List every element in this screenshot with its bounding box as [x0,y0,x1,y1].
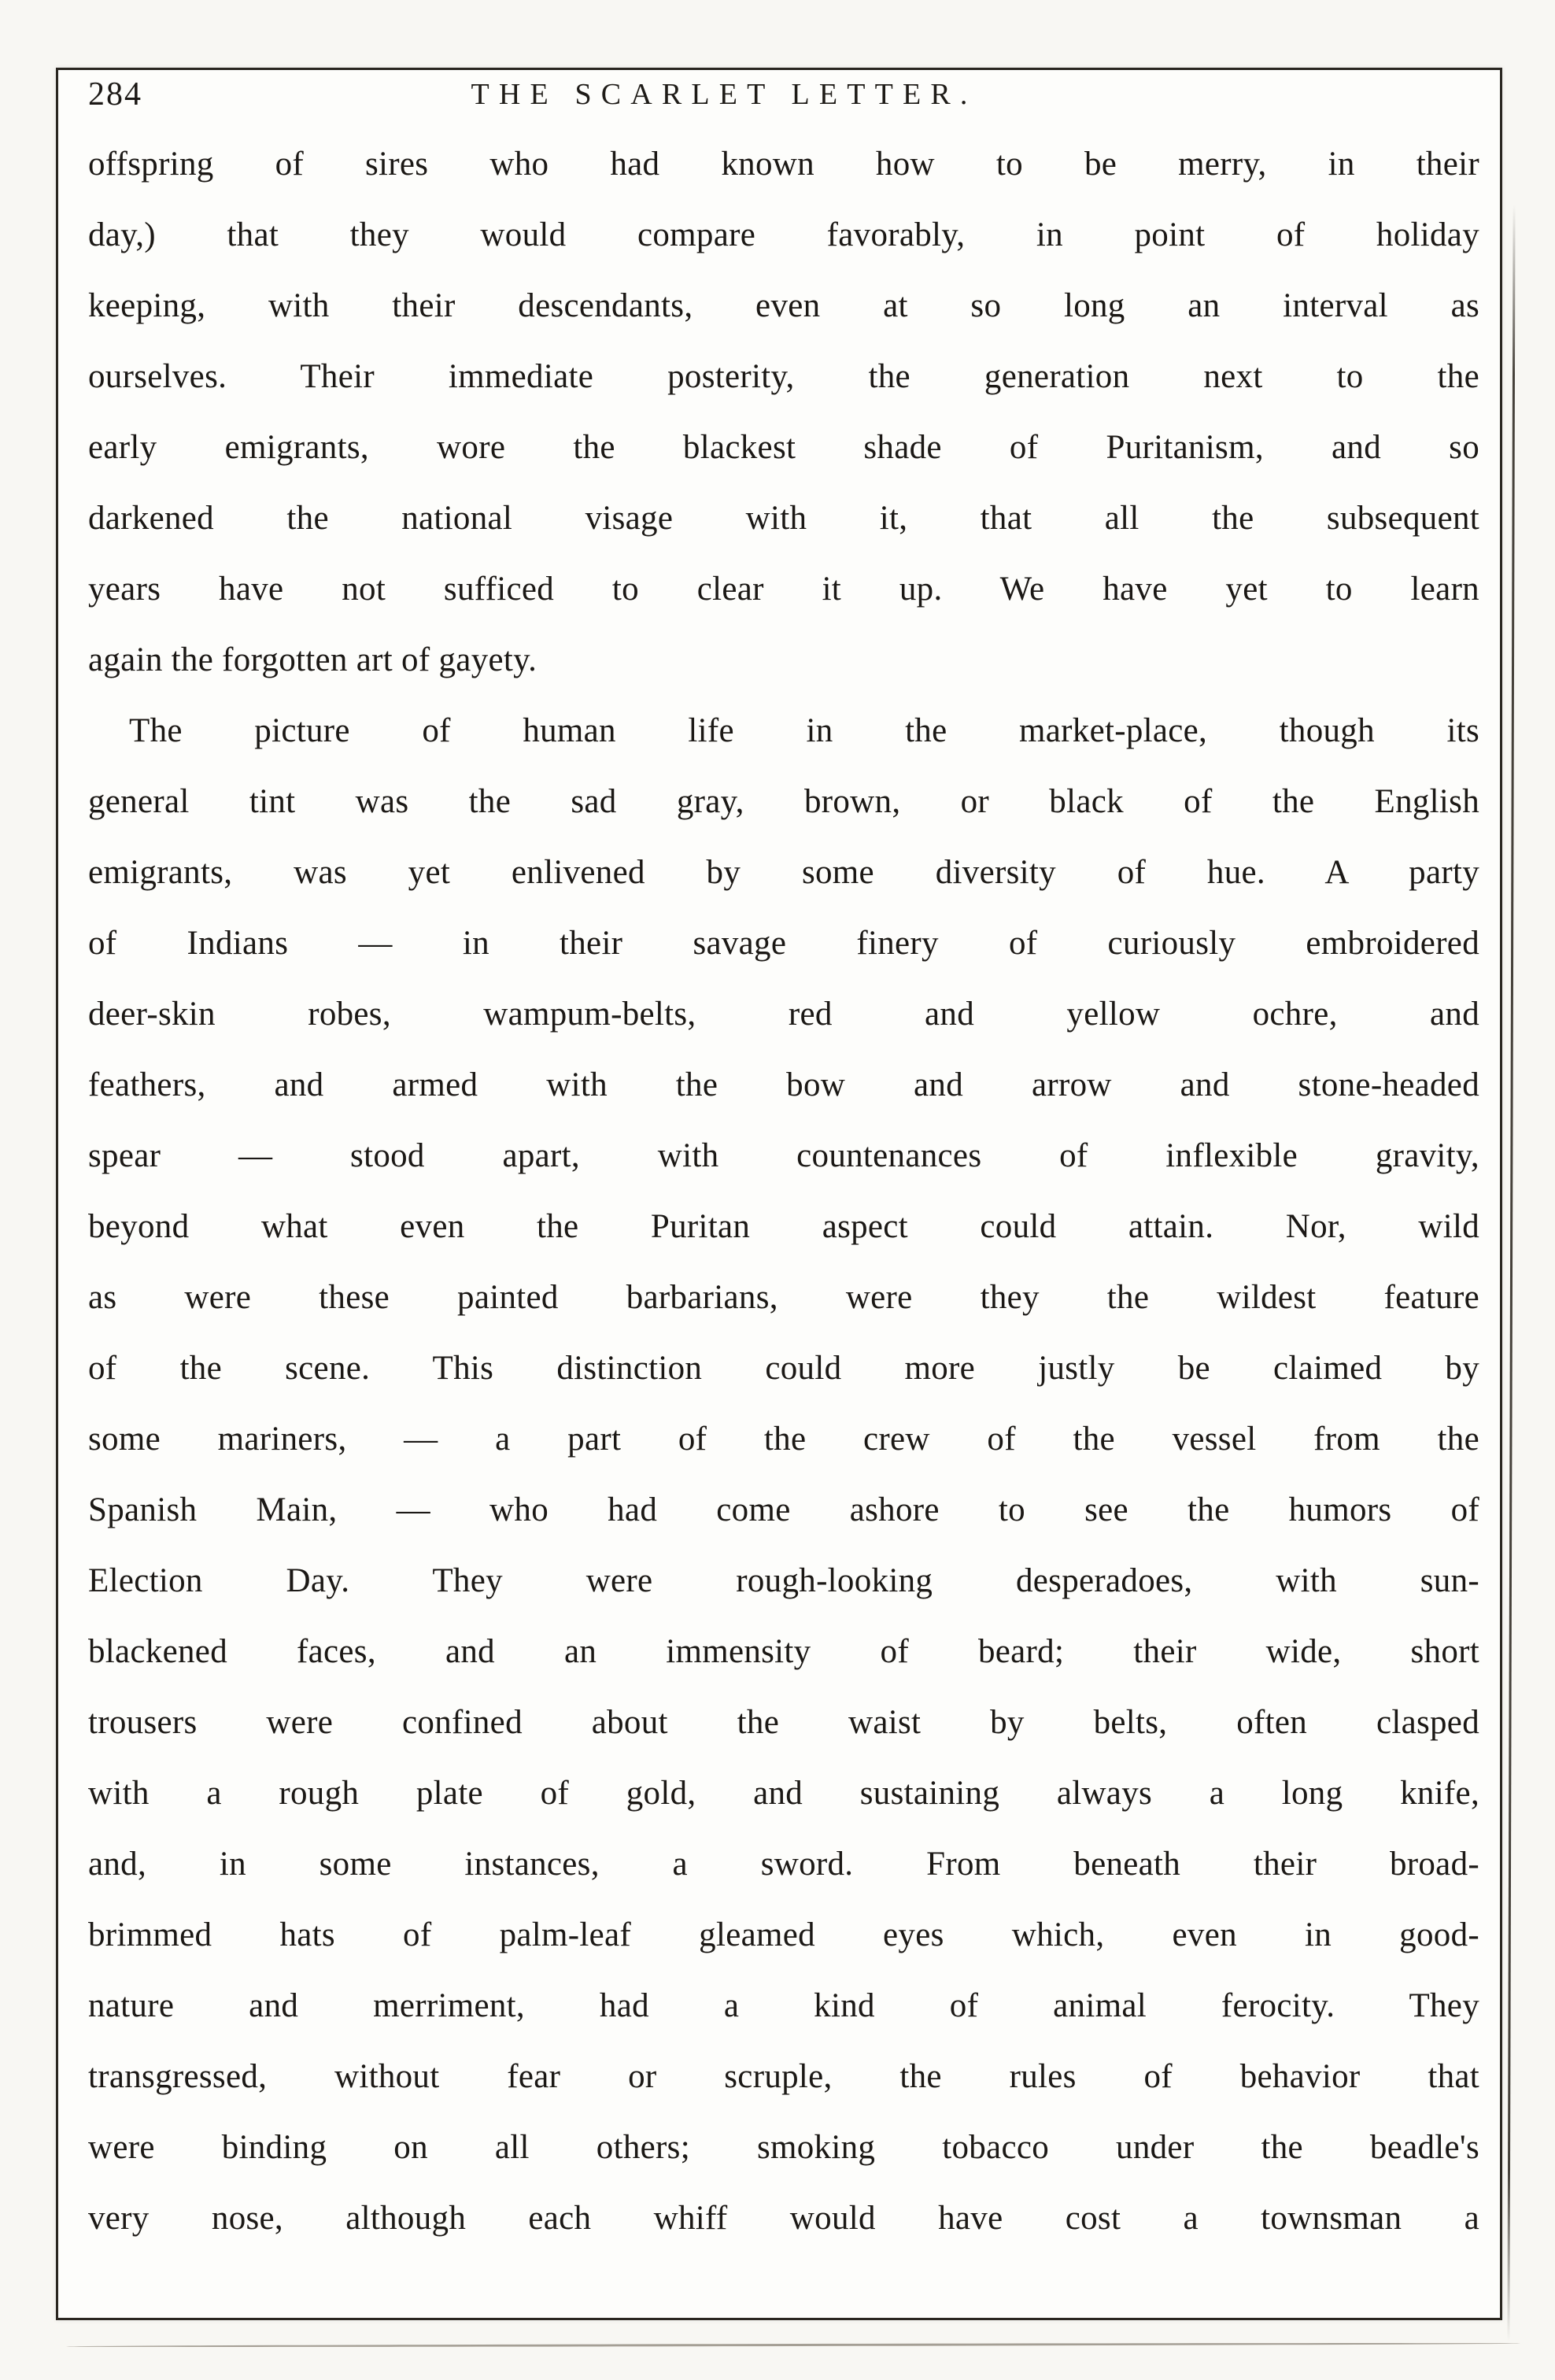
text-line: transgressed, without fear or scruple, the rules of behavior that [88,2058,1479,2095]
text-line: offspring of sires who had known how to be merry, in their [88,146,1479,183]
text-line: Election Day. They were rough-looking desperadoes, with sun- [88,1562,1479,1599]
text-line: of the scene. This distinction could more justly be claimed by [88,1350,1479,1387]
text-line: ourselves. Their immediate posterity, the generation next to the [88,358,1479,395]
text-line: general tint was the sad gray, brown, or black of the English [88,783,1479,820]
text-line: The picture of human life in the market-place, though its [129,712,1479,749]
text-line: blackened faces, and an immensity of beard; their wide, short [88,1633,1479,1670]
text-line: and, in some instances, a sword. From beneath their broad- [88,1846,1479,1883]
text-line: feathers, and armed with the bow and arrow and stone-headed [88,1066,1479,1103]
text-line: darkened the national visage with it, that all the subsequent [88,500,1479,537]
text-line: keeping, with their descendants, even at so long an interval as [88,287,1479,324]
text-line: early emigrants, wore the blackest shade of Puritanism, and so [88,429,1479,466]
text-line: some mariners, — a part of the crew of the vessel from the [88,1421,1479,1458]
text-line: trousers were confined about the waist by belts, often clasped [88,1704,1479,1741]
text-line: were binding on all others; smoking tobacco under the beadle's [88,2129,1479,2166]
text-line: years have not sufficed to clear it up. We have yet to learn [88,571,1479,608]
page-text [88,129,1479,2254]
text-line: again the forgotten art of gayety. [88,641,537,678]
text-line: nature and merriment, had a kind of animal ferocity. They [88,1987,1479,2024]
page-edge-line [1507,205,1515,2341]
bottom-scan-artifact [66,2342,1520,2348]
text-line: Spanish Main, — who had come ashore to see the humors of [88,1491,1479,1528]
text-line: emigrants, was yet enlivened by some diversity of hue. A party [88,854,1479,891]
running-title: THE SCARLET LETTER. [471,78,977,111]
text-line: deer-skin robes, wampum-belts, red and yellow ochre, and [88,996,1479,1033]
text-line: very nose, although each whiff would have cost a townsman a [88,2200,1479,2237]
text-line: beyond what even the Puritan aspect could attain. Nor, wild [88,1208,1479,1245]
page-number: 284 [88,76,142,113]
text-line: as were these painted barbarians, were they the wildest feature [88,1279,1479,1316]
text-line: brimmed hats of palm-leaf gleamed eyes which, even in good- [88,1916,1479,1953]
text-line: of Indians — in their savage finery of curiously embroidered [88,925,1479,962]
text-line: with a rough plate of gold, and sustaining always a long knife, [88,1775,1479,1812]
text-line: spear — stood apart, with countenances of inflexible gravity, [88,1137,1479,1174]
text-line: day,) that they would compare favorably, in point of holiday [88,216,1479,253]
